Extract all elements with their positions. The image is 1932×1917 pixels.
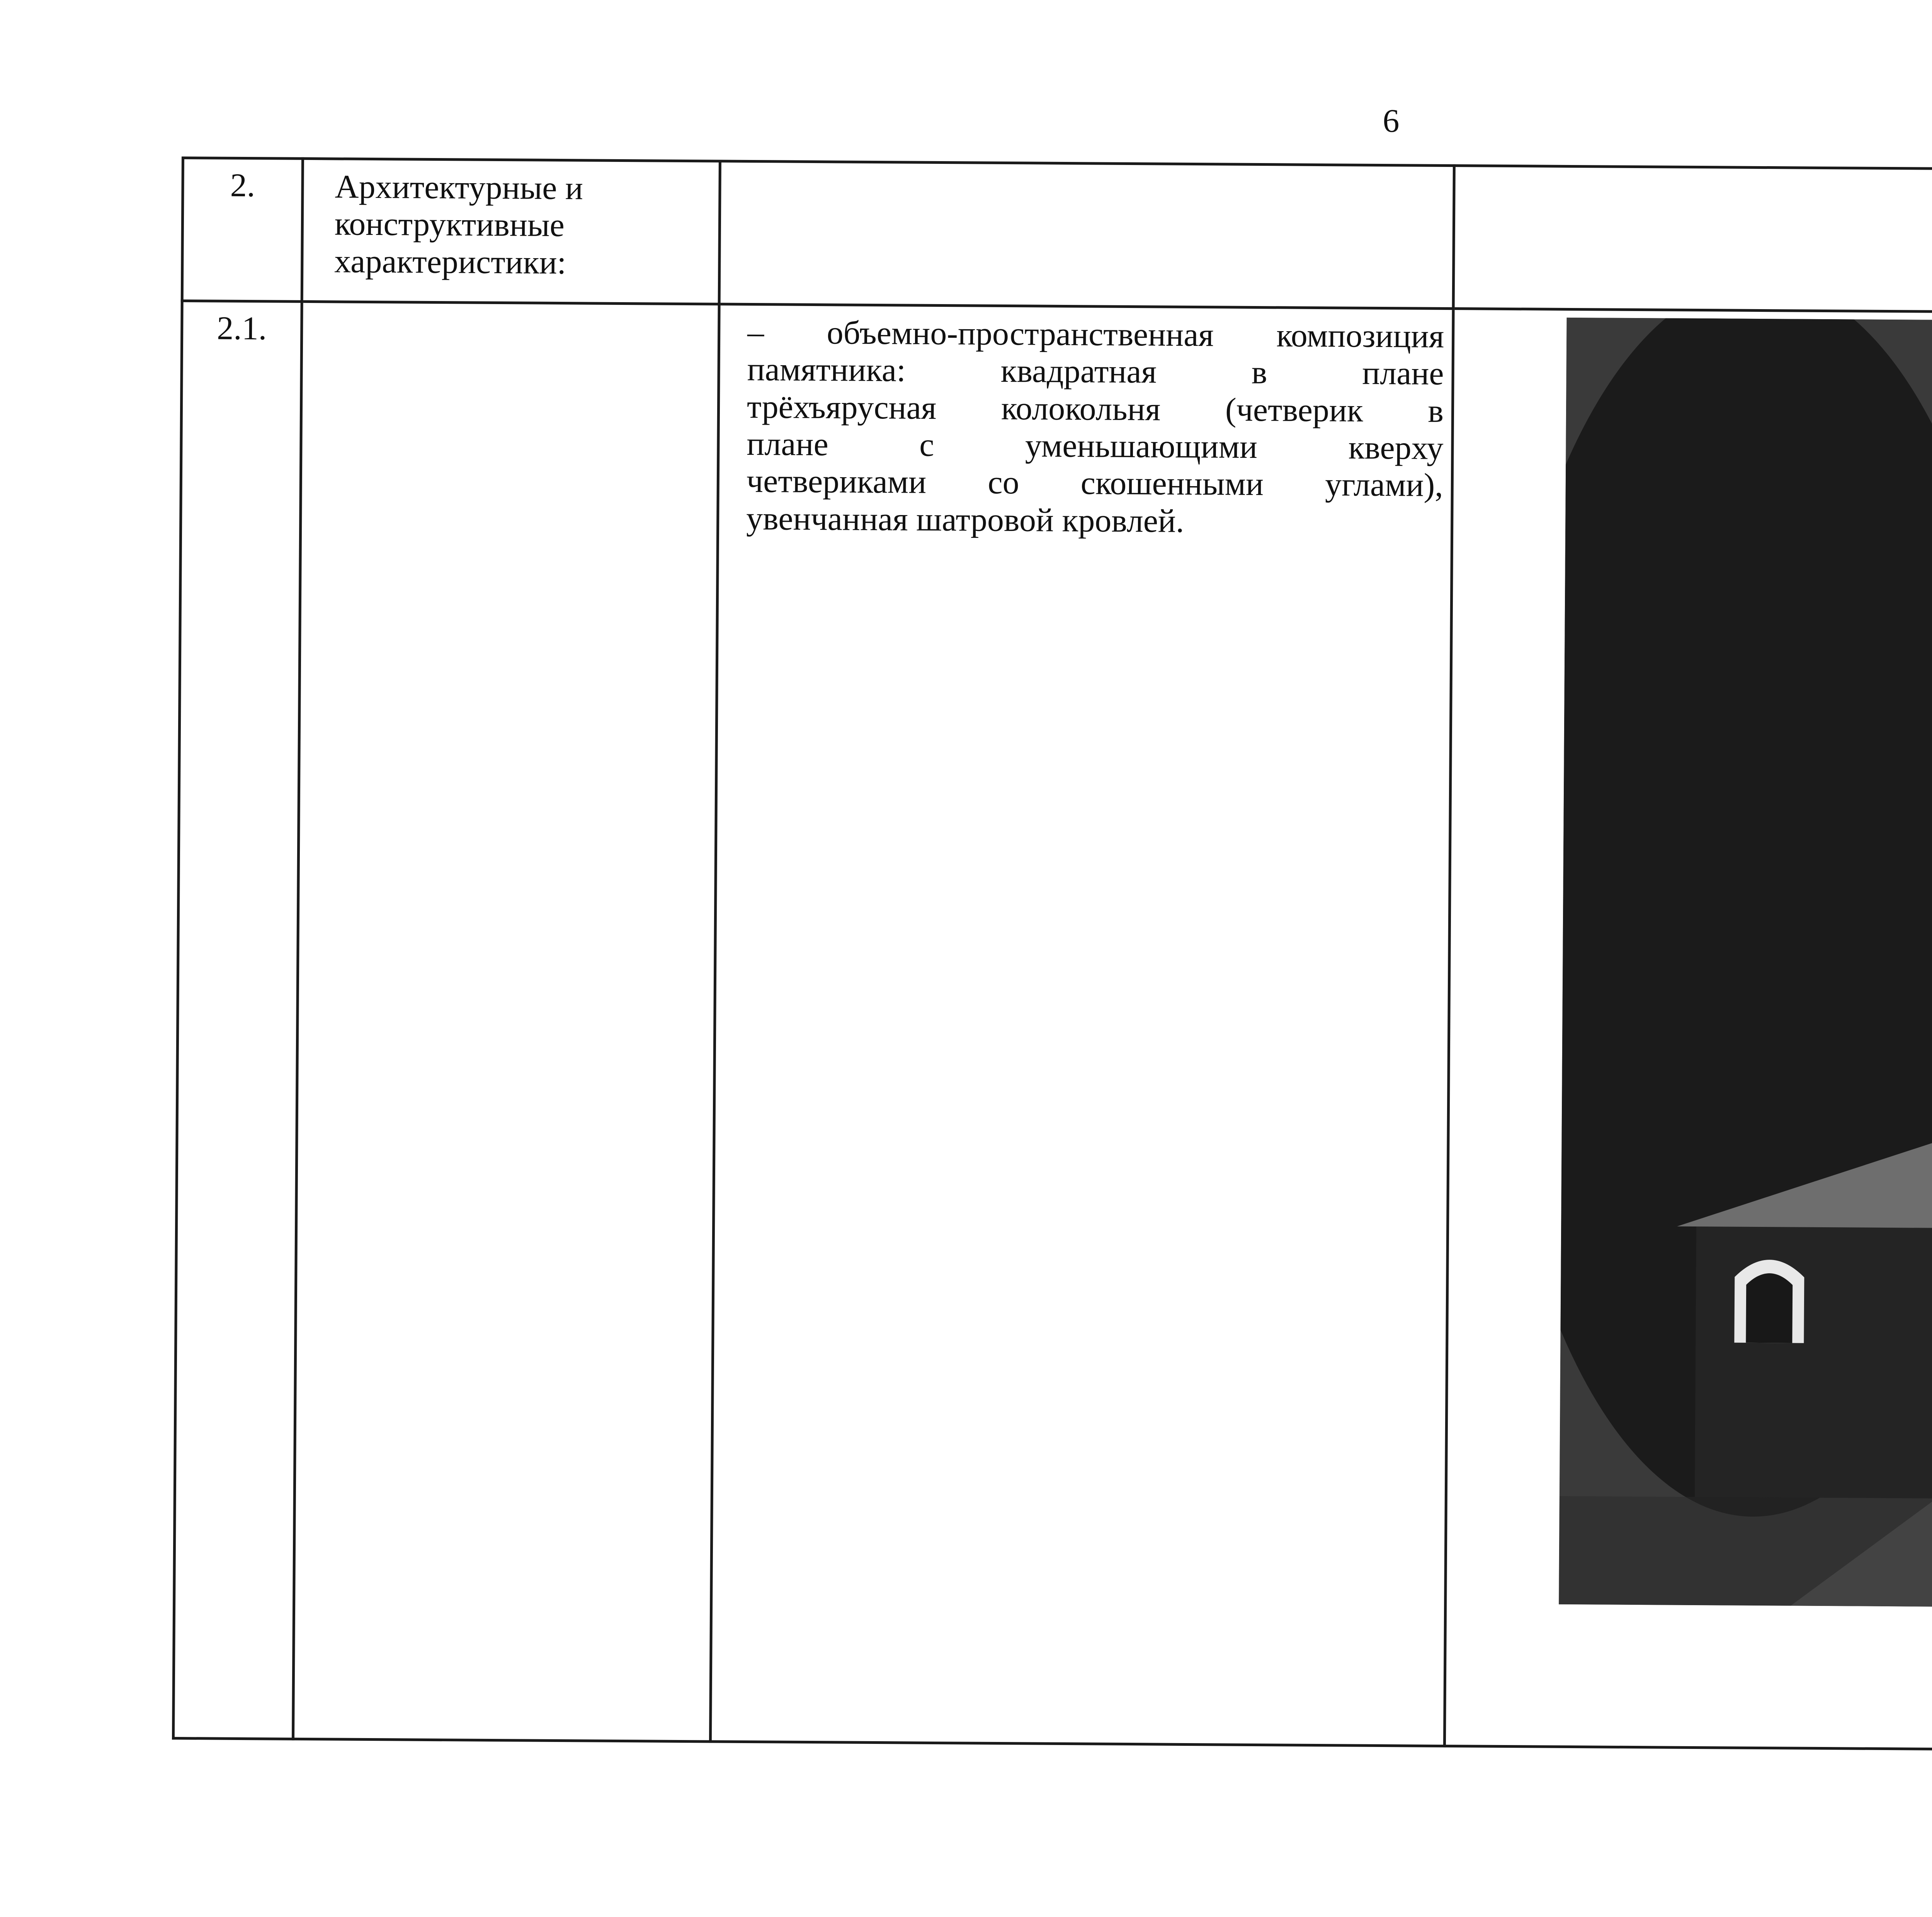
page-number: 6 — [1383, 102, 1400, 139]
description-line: – объемно-пространственная композиция — [747, 313, 1444, 355]
church-wall — [1695, 1226, 1932, 1502]
heading-line: конструктивные — [334, 205, 565, 244]
description-line: увенчанная шатровой кровлей. — [746, 499, 1184, 539]
row-number: 2.1. — [173, 301, 302, 1739]
church-bell-tower-photo — [1559, 318, 1932, 1611]
description-cell — [710, 304, 1453, 1746]
description-line: трёхъярусная колокольня (четверик в — [747, 388, 1444, 429]
description-line: памятника: квадратная в плане — [747, 350, 1444, 392]
photo-illustration — [1559, 318, 1932, 1611]
empty-cell — [293, 301, 719, 1742]
description-line: четвериками со скошенными углами), — [746, 462, 1444, 504]
empty-cell — [1453, 166, 1932, 316]
heading-line: характеристики: — [334, 242, 566, 281]
characteristics-table — [172, 156, 1932, 1755]
description-line: плане с уменьшающими кверху — [747, 425, 1444, 466]
photo-cell — [1444, 309, 1932, 1754]
table-row — [173, 301, 1932, 1754]
row-number: 2. — [182, 158, 303, 302]
table-row — [182, 158, 1932, 316]
section-heading — [302, 158, 720, 304]
empty-cell — [719, 161, 1454, 309]
heading-line: Архитектурные и — [335, 168, 583, 207]
